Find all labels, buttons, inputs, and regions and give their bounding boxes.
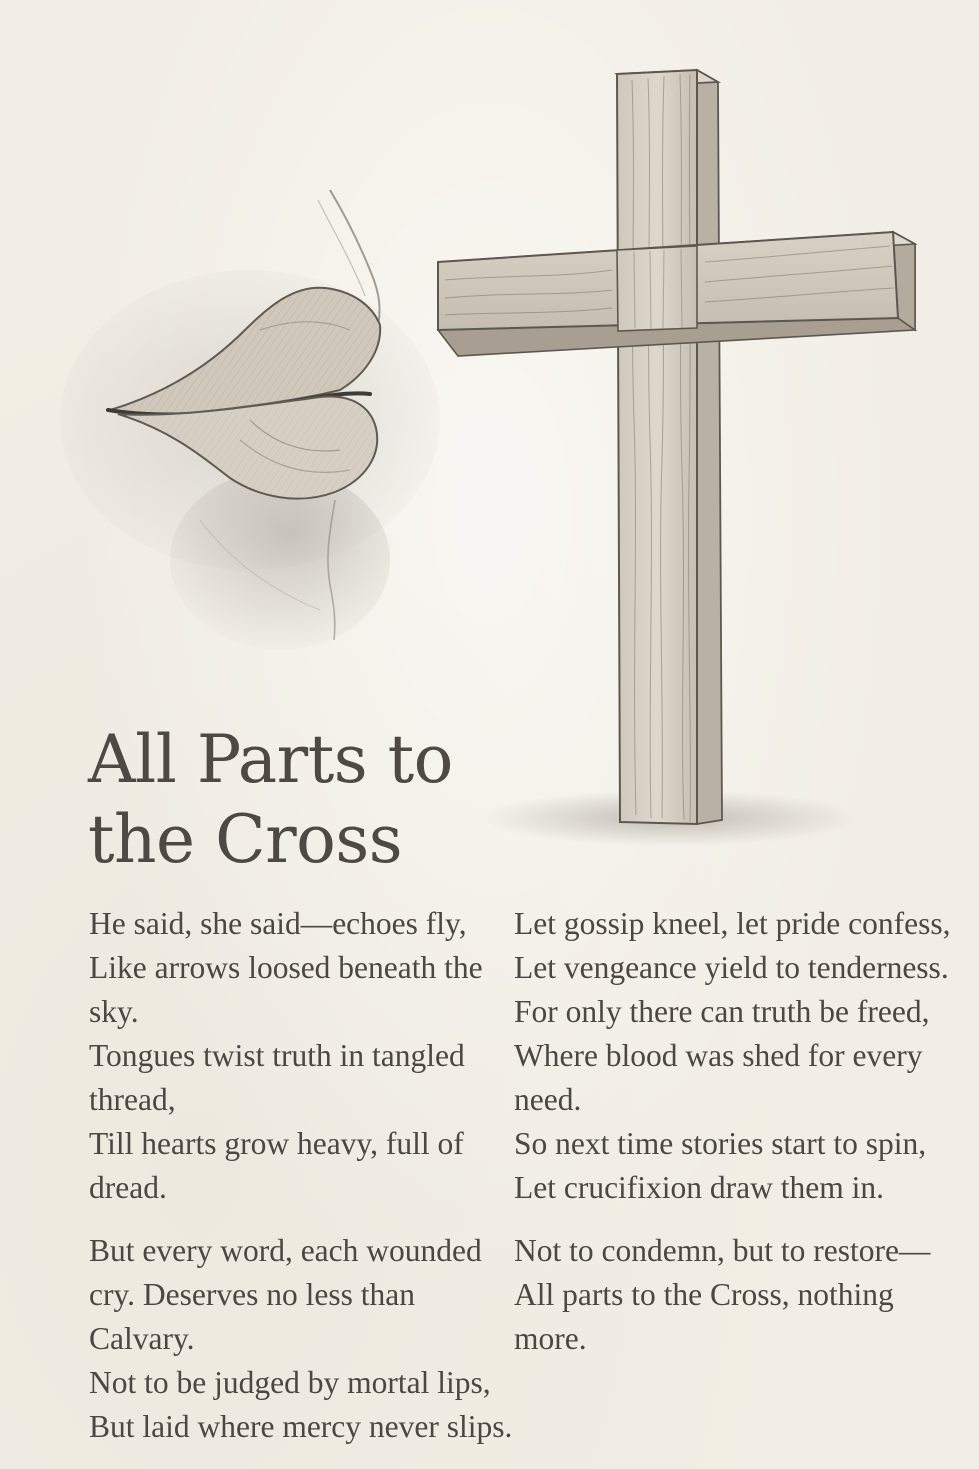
poem-column-left — [89, 902, 514, 1449]
poem-line: Let vengeance yield to tenderness. — [514, 950, 949, 985]
poem-line: But laid where mercy never slips. — [89, 1409, 513, 1444]
poem-title — [88, 720, 518, 880]
poem-line: All parts to the Cross, nothing more. — [514, 1277, 894, 1356]
stanza — [89, 902, 514, 1210]
poem-line: Where blood was shed for every need. — [514, 1038, 923, 1117]
poem-line: Till hearts grow heavy, full of dread. — [89, 1126, 464, 1205]
lips-sketch — [60, 190, 440, 650]
poem-line: Tongues twist truth in tangled thread, — [89, 1038, 465, 1117]
title-line: All Parts to — [88, 721, 453, 798]
poem-line: For only there can truth be freed, — [514, 994, 930, 1029]
poem-line: Not to condemn, but to restore— — [514, 1233, 931, 1268]
poem-line: He said, she said—echoes fly, — [89, 906, 467, 941]
stanza — [514, 902, 974, 1210]
poem-line: But every word, each wounded cry. Deserves no less than Calvary. — [89, 1233, 482, 1356]
stanza — [89, 1229, 514, 1449]
stanza — [514, 1229, 974, 1361]
title-line: the Cross — [88, 801, 403, 878]
poem-line: Not to be judged by mortal lips, — [89, 1365, 491, 1400]
poem-column-right — [514, 902, 974, 1361]
poem-line: So next time stories start to spin, — [514, 1126, 927, 1161]
poem-line: Let gossip kneel, let pride confess, — [514, 906, 951, 941]
poem-line: Let crucifixion draw them in. — [514, 1170, 885, 1205]
poem-line: Like arrows loosed beneath the sky. — [89, 950, 483, 1029]
